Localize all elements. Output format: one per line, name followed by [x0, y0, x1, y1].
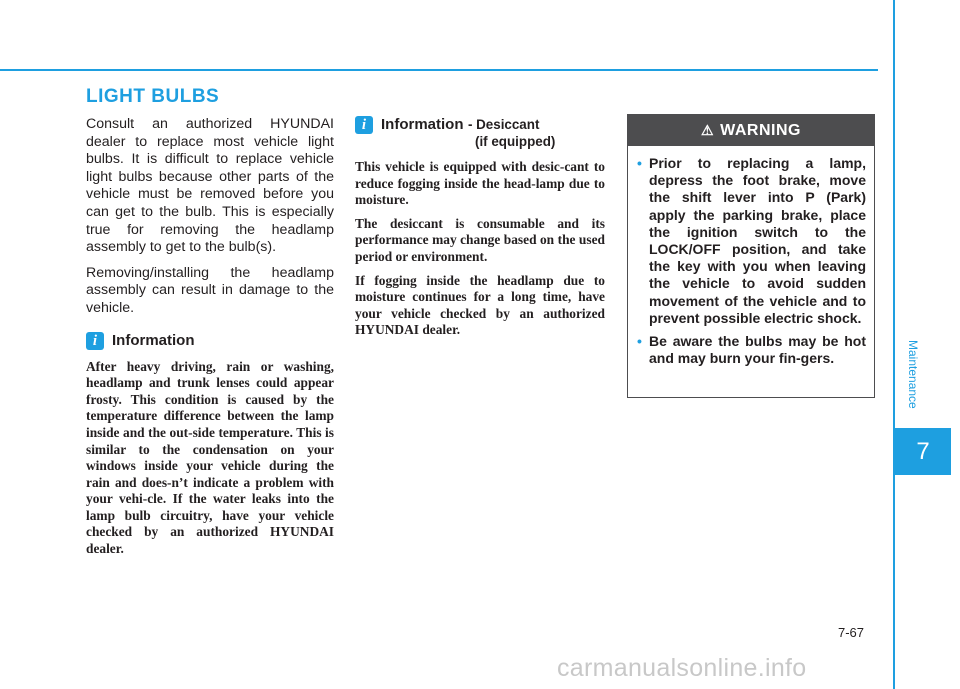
page-number: 7-67	[838, 625, 865, 640]
section-title: LIGHT BULBS	[86, 86, 220, 107]
warning-item-text: Prior to replacing a lamp, depress the foot brake, move the shift lever into P (Park) apply the parking brake, place the ignition switch to the LOCK/OFF position, and take the key with you when leaving the vehicle to avoid sudden movement of the vehicle and to prevent possible electric shock.	[649, 155, 866, 326]
info-title: Information	[381, 116, 464, 133]
header-rule	[0, 69, 878, 71]
middle-column	[355, 116, 605, 346]
warning-item	[637, 333, 866, 367]
desiccant-info-heading	[355, 116, 605, 150]
warning-triangle-icon: ⚠	[701, 122, 715, 138]
desiccant-paragraph: The desiccant is consumable and its performance may change based on the used period or environment.	[355, 215, 605, 264]
info-body: After heavy driving, rain or washing, headlamp and trunk lenses could appear frosty. This condition is caused by the temperature difference between the lamp inside and the out-side temperature. This is similar to the condensation on your windows inside your vehicle during the rain and does-n’t indicate a problem with your vehi-cle. If the water leaks into the lamp bulb circuitry, have your vehicle checked by an authorized HYUNDAI dealer.	[86, 358, 334, 557]
watermark: carmanualsonline.info	[557, 654, 807, 682]
bullet-icon: •	[637, 333, 642, 350]
warning-title: WARNING	[720, 121, 801, 139]
info-subtitle: - Desiccant	[467, 117, 540, 132]
left-column	[86, 116, 334, 565]
warning-item-text: Be aware the bulbs may be hot and may burn your fin-gers.	[649, 333, 866, 367]
info-icon: i	[86, 332, 104, 350]
chapter-side-label: Maintenance	[906, 340, 920, 409]
warning-list	[628, 146, 874, 367]
side-rule	[893, 0, 895, 689]
intro-paragraph: Consult an authorized HYUNDAI dealer to replace most vehicle light bulbs. It is difficult to replace vehicle light bulbs because other parts of the vehicle must be removed before you can get to the bulb. This is especially true for removing the headlamp assembly to get to the bulb(s).	[86, 116, 334, 256]
warning-item	[637, 155, 866, 327]
desiccant-paragraph: If fogging inside the headlamp due to moisture continues for a long time, have your vehicle checked by an authorized HYUNDAI dealer.	[355, 272, 605, 338]
warning-header	[628, 115, 874, 146]
damage-paragraph: Removing/installing the headlamp assembly can result in damage to the vehicle.	[86, 264, 334, 316]
info-icon: i	[355, 116, 373, 134]
info-heading	[86, 332, 334, 350]
desiccant-paragraph: This vehicle is equipped with desic-cant to reduce fogging inside the head-lamp due to moisture.	[355, 159, 605, 208]
info-subtitle-qualifier: (if equipped)	[475, 134, 556, 149]
chapter-tab: 7	[895, 428, 951, 475]
desiccant-heading-text	[381, 116, 555, 150]
bullet-icon: •	[637, 155, 642, 171]
warning-box	[627, 114, 875, 398]
info-title: Information	[112, 331, 195, 349]
